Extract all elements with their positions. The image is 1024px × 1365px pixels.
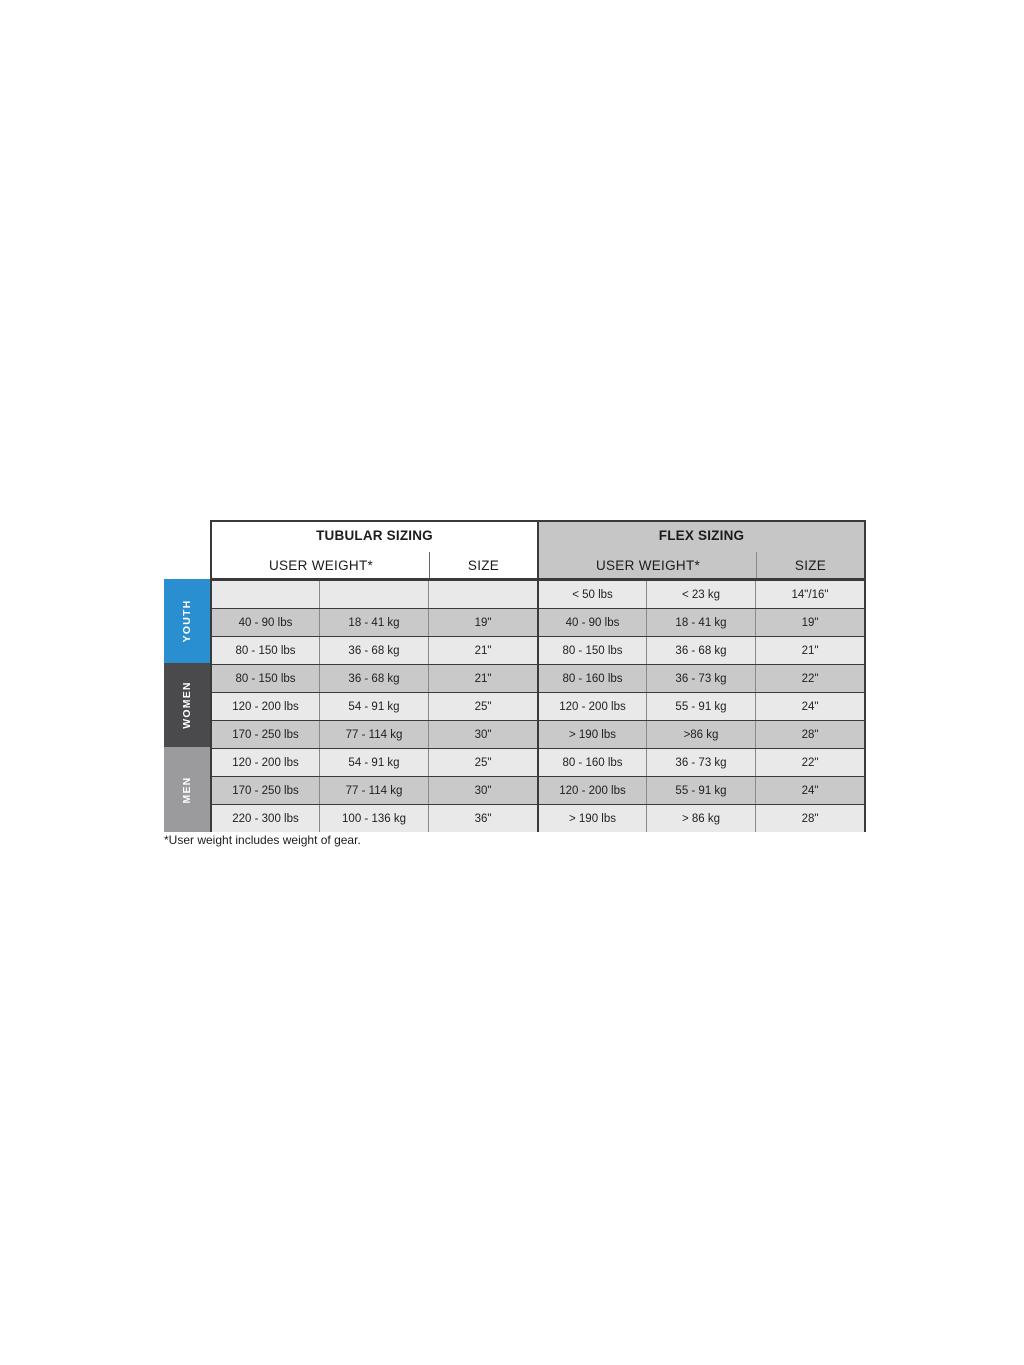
tubular-weight-lbs: 80 - 150 lbs [212, 637, 320, 664]
tubular-weight-kg: 18 - 41 kg [320, 609, 429, 636]
sizing-chart [164, 520, 866, 832]
flex-weight-kg: 36 - 73 kg [647, 749, 756, 776]
flex-weight-lbs: < 50 lbs [539, 581, 647, 608]
tubular-weight-lbs: 80 - 150 lbs [212, 665, 320, 692]
flex-user-weight-label: USER WEIGHT* [595, 558, 701, 573]
flex-size: 22" [801, 672, 819, 685]
table-row [212, 721, 537, 748]
tubular-size: 30" [474, 784, 492, 797]
group-label-youth [164, 579, 210, 663]
flex-weight-lbs: 40 - 90 lbs [539, 609, 647, 636]
table-row [212, 609, 537, 636]
table-row [212, 777, 537, 804]
flex-size: 21" [801, 644, 819, 657]
tubular-size: 21" [474, 672, 492, 685]
flex-weight-kg: > 86 kg [647, 805, 756, 832]
flex-weight-lbs: > 190 lbs [539, 721, 647, 748]
flex-size: 24" [801, 784, 819, 797]
flex-weight-lbs: 120 - 200 lbs [539, 693, 647, 720]
group-label-women [164, 663, 210, 747]
flex-weight-kg: 18 - 41 kg [647, 609, 756, 636]
youth-label: YOUTH [181, 599, 193, 643]
tubular-sizing-table [210, 579, 539, 832]
table-row [539, 637, 864, 664]
tubular-weight-kg: 36 - 68 kg [320, 637, 429, 664]
tubular-weight-lbs: 120 - 200 lbs [212, 693, 320, 720]
flex-weight-lbs: 120 - 200 lbs [539, 777, 647, 804]
tubular-size-label: SIZE [467, 558, 500, 573]
flex-size: 28" [801, 728, 819, 741]
tubular-user-weight-label: USER WEIGHT* [268, 558, 374, 573]
table-row [212, 581, 537, 608]
flex-sizing-title: FLEX SIZING [658, 528, 745, 543]
tubular-weight-kg: 77 - 114 kg [320, 777, 429, 804]
flex-weight-kg: >86 kg [647, 721, 756, 748]
table-row [212, 805, 537, 832]
flex-weight-lbs: 80 - 150 lbs [539, 637, 647, 664]
tubular-weight-kg: 54 - 91 kg [320, 749, 429, 776]
tubular-size: 36" [474, 812, 492, 825]
tubular-weight-lbs: 120 - 200 lbs [212, 749, 320, 776]
tubular-size: 25" [474, 756, 492, 769]
tubular-weight-kg: 77 - 114 kg [320, 721, 429, 748]
flex-weight-kg: 36 - 73 kg [647, 665, 756, 692]
flex-weight-kg: 55 - 91 kg [647, 777, 756, 804]
table-row [212, 693, 537, 720]
tubular-sizing-title: TUBULAR SIZING [316, 528, 433, 543]
table-row [539, 749, 864, 776]
tubular-size: 19" [474, 616, 492, 629]
flex-weight-lbs: 80 - 160 lbs [539, 665, 647, 692]
tubular-weight-kg: 36 - 68 kg [320, 665, 429, 692]
flex-size: 24" [801, 700, 819, 713]
table-row [212, 749, 537, 776]
tubular-sizing-header [210, 520, 539, 580]
flex-weight-kg: 36 - 68 kg [647, 637, 756, 664]
flex-size: 22" [801, 756, 819, 769]
tubular-size: 21" [474, 644, 492, 657]
footnote: *User weight includes weight of gear. [164, 833, 361, 847]
tubular-weight-lbs: 170 - 250 lbs [212, 721, 320, 748]
tubular-weight-kg [320, 581, 429, 608]
table-row [539, 581, 864, 608]
flex-size: 14"/16" [791, 588, 829, 601]
group-label-men [164, 747, 210, 832]
men-label: MEN [181, 776, 193, 803]
flex-size-label: SIZE [794, 558, 827, 573]
flex-weight-lbs: > 190 lbs [539, 805, 647, 832]
tubular-size [429, 581, 537, 608]
table-row [539, 721, 864, 748]
tubular-weight-kg: 100 - 136 kg [320, 805, 429, 832]
flex-weight-kg: < 23 kg [647, 581, 756, 608]
table-row [539, 609, 864, 636]
tubular-size: 25" [474, 700, 492, 713]
flex-sizing-table [537, 579, 866, 832]
women-label: WOMEN [181, 681, 193, 729]
tubular-weight-lbs: 170 - 250 lbs [212, 777, 320, 804]
table-row [539, 693, 864, 720]
flex-weight-lbs: 80 - 160 lbs [539, 749, 647, 776]
tubular-weight-kg: 54 - 91 kg [320, 693, 429, 720]
tubular-weight-lbs [212, 581, 320, 608]
tubular-weight-lbs: 220 - 300 lbs [212, 805, 320, 832]
table-row [212, 637, 537, 664]
tubular-weight-lbs: 40 - 90 lbs [212, 609, 320, 636]
table-row [539, 777, 864, 804]
table-row [539, 665, 864, 692]
flex-size: 28" [801, 812, 819, 825]
flex-size: 19" [801, 616, 819, 629]
tubular-size: 30" [474, 728, 492, 741]
flex-sizing-header [537, 520, 866, 580]
flex-weight-kg: 55 - 91 kg [647, 693, 756, 720]
table-row [212, 665, 537, 692]
table-row [539, 805, 864, 832]
